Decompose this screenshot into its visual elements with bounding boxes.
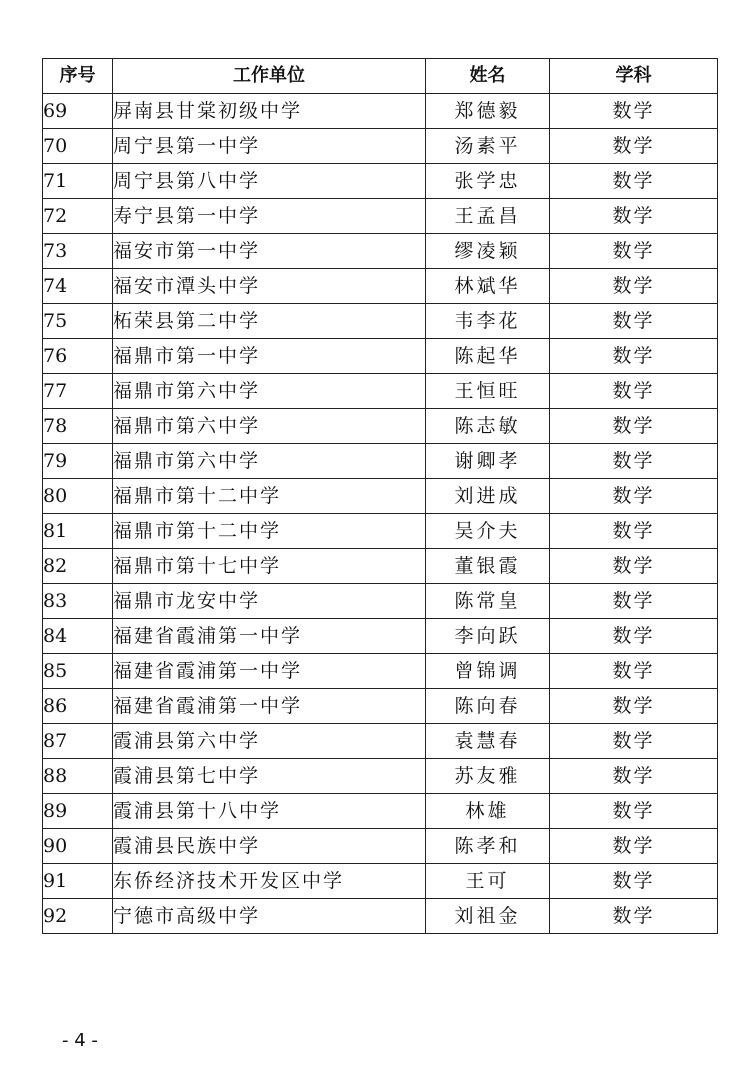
cell-name: 陈志敏: [426, 409, 550, 444]
page-number: - 4 -: [62, 1030, 98, 1051]
cell-no: 70: [43, 129, 113, 164]
cell-name: 陈起华: [426, 339, 550, 374]
cell-subject: 数学: [550, 94, 718, 129]
cell-unit: 福安市潭头中学: [113, 269, 426, 304]
cell-subject: 数学: [550, 549, 718, 584]
table-row: [43, 94, 718, 129]
cell-no: 71: [43, 164, 113, 199]
cell-unit: 福鼎市第六中学: [113, 374, 426, 409]
cell-no: 91: [43, 864, 113, 899]
cell-name: 林斌华: [426, 269, 550, 304]
cell-name: 袁慧春: [426, 724, 550, 759]
cell-unit: 周宁县第一中学: [113, 129, 426, 164]
cell-unit: 霞浦县第七中学: [113, 759, 426, 794]
table-row: [43, 759, 718, 794]
table-row: [43, 304, 718, 339]
cell-no: 85: [43, 654, 113, 689]
cell-name: 汤素平: [426, 129, 550, 164]
table-row: [43, 724, 718, 759]
table-row: [43, 514, 718, 549]
teacher-roster-table: [42, 58, 718, 934]
cell-name: 李向跃: [426, 619, 550, 654]
table-row: [43, 549, 718, 584]
cell-name: 韦李花: [426, 304, 550, 339]
cell-unit: 屏南县甘棠初级中学: [113, 94, 426, 129]
cell-name: 王可: [426, 864, 550, 899]
cell-unit: 周宁县第八中学: [113, 164, 426, 199]
table-row: [43, 374, 718, 409]
table-row: [43, 584, 718, 619]
cell-no: 87: [43, 724, 113, 759]
cell-subject: 数学: [550, 409, 718, 444]
cell-name: 谢卿孝: [426, 444, 550, 479]
cell-subject: 数学: [550, 129, 718, 164]
cell-name: 郑德毅: [426, 94, 550, 129]
header-name: 姓名: [426, 59, 550, 94]
cell-no: 78: [43, 409, 113, 444]
table-body: [43, 94, 718, 934]
cell-name: 苏友雅: [426, 759, 550, 794]
table-row: [43, 479, 718, 514]
cell-no: 88: [43, 759, 113, 794]
cell-unit: 福鼎市龙安中学: [113, 584, 426, 619]
cell-unit: 福安市第一中学: [113, 234, 426, 269]
header-row: [43, 59, 718, 94]
cell-subject: 数学: [550, 829, 718, 864]
cell-unit: 霞浦县民族中学: [113, 829, 426, 864]
cell-unit: 柘荣县第二中学: [113, 304, 426, 339]
cell-unit: 寿宁县第一中学: [113, 199, 426, 234]
cell-subject: 数学: [550, 794, 718, 829]
cell-no: 80: [43, 479, 113, 514]
cell-unit: 东侨经济技术开发区中学: [113, 864, 426, 899]
cell-no: 69: [43, 94, 113, 129]
cell-unit: 福鼎市第一中学: [113, 339, 426, 374]
cell-subject: 数学: [550, 514, 718, 549]
cell-no: 90: [43, 829, 113, 864]
cell-subject: 数学: [550, 234, 718, 269]
cell-unit: 宁德市高级中学: [113, 899, 426, 934]
cell-no: 89: [43, 794, 113, 829]
cell-name: 林雄: [426, 794, 550, 829]
cell-unit: 福建省霞浦第一中学: [113, 619, 426, 654]
cell-name: 王恒旺: [426, 374, 550, 409]
cell-no: 84: [43, 619, 113, 654]
cell-name: 刘进成: [426, 479, 550, 514]
cell-subject: 数学: [550, 374, 718, 409]
cell-no: 92: [43, 899, 113, 934]
table-row: [43, 654, 718, 689]
cell-no: 82: [43, 549, 113, 584]
cell-unit: 福鼎市第十二中学: [113, 514, 426, 549]
header-no: 序号: [43, 59, 113, 94]
cell-unit: 福鼎市第十二中学: [113, 479, 426, 514]
table-row: [43, 199, 718, 234]
table-row: [43, 269, 718, 304]
cell-no: 81: [43, 514, 113, 549]
cell-subject: 数学: [550, 619, 718, 654]
cell-subject: 数学: [550, 339, 718, 374]
cell-subject: 数学: [550, 444, 718, 479]
cell-name: 吴介夫: [426, 514, 550, 549]
table-row: [43, 339, 718, 374]
table-row: [43, 444, 718, 479]
table-row: [43, 129, 718, 164]
header-subject: 学科: [550, 59, 718, 94]
cell-subject: 数学: [550, 724, 718, 759]
cell-name: 陈孝和: [426, 829, 550, 864]
cell-name: 曾锦调: [426, 654, 550, 689]
table-row: [43, 794, 718, 829]
cell-unit: 霞浦县第十八中学: [113, 794, 426, 829]
table-row: [43, 164, 718, 199]
cell-name: 张学忠: [426, 164, 550, 199]
table-header: [43, 59, 718, 94]
table-row: [43, 864, 718, 899]
cell-no: 72: [43, 199, 113, 234]
table-row: [43, 234, 718, 269]
cell-name: 缪凌颖: [426, 234, 550, 269]
table-row: [43, 899, 718, 934]
cell-unit: 福鼎市第六中学: [113, 409, 426, 444]
cell-no: 73: [43, 234, 113, 269]
cell-unit: 福建省霞浦第一中学: [113, 654, 426, 689]
cell-subject: 数学: [550, 269, 718, 304]
cell-no: 75: [43, 304, 113, 339]
cell-no: 74: [43, 269, 113, 304]
cell-name: 刘祖金: [426, 899, 550, 934]
cell-unit: 霞浦县第六中学: [113, 724, 426, 759]
cell-subject: 数学: [550, 759, 718, 794]
table-row: [43, 619, 718, 654]
cell-no: 79: [43, 444, 113, 479]
cell-no: 76: [43, 339, 113, 374]
cell-unit: 福鼎市第十七中学: [113, 549, 426, 584]
table-row: [43, 689, 718, 724]
cell-subject: 数学: [550, 689, 718, 724]
cell-name: 陈向春: [426, 689, 550, 724]
cell-unit: 福鼎市第六中学: [113, 444, 426, 479]
cell-name: 陈常皇: [426, 584, 550, 619]
cell-no: 83: [43, 584, 113, 619]
cell-name: 董银霞: [426, 549, 550, 584]
header-unit: 工作单位: [113, 59, 426, 94]
cell-unit: 福建省霞浦第一中学: [113, 689, 426, 724]
cell-subject: 数学: [550, 164, 718, 199]
cell-subject: 数学: [550, 654, 718, 689]
cell-subject: 数学: [550, 304, 718, 339]
table-row: [43, 409, 718, 444]
cell-subject: 数学: [550, 199, 718, 234]
cell-no: 77: [43, 374, 113, 409]
cell-subject: 数学: [550, 584, 718, 619]
table-row: [43, 829, 718, 864]
cell-subject: 数学: [550, 479, 718, 514]
cell-subject: 数学: [550, 864, 718, 899]
cell-no: 86: [43, 689, 113, 724]
cell-name: 王孟昌: [426, 199, 550, 234]
cell-subject: 数学: [550, 899, 718, 934]
